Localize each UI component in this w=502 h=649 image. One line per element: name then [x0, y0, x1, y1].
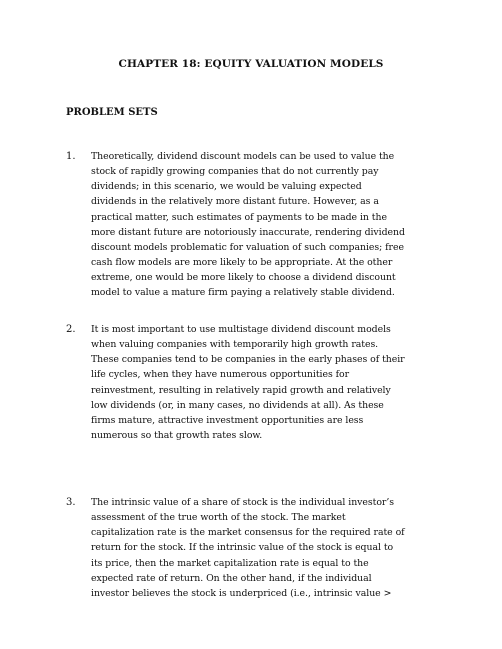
problem-number: 3.	[66, 497, 76, 508]
chapter-title: CHAPTER 18: EQUITY VALUATION MODELS	[118, 58, 384, 70]
problem-text: It is most important to use multistage dividend discount models when valuing companies with temporarily high growth rates. These companies tend to be companies in the early phases of their life cycles, when they have numerous opportunities for reinvestment, resulting in relatively rapid growth and relatively low dividends (or, in many cases, no dividends at all). As these firms mature, attractive investment opportunities are less numerous so that growth rates slow.	[91, 324, 405, 442]
problem-3	[66, 495, 446, 601]
problem-2	[66, 322, 446, 443]
problem-text: The intrinsic value of a share of stock is the individual investor’s assessment of the true worth of the stock. The market capitalization rate is the market consensus for the required rate of return for the stock. If the intrinsic value of the stock is equal to its price, then the market capitalization rate is equal to the expected rate of return. On the other hand, if the individual investor believes the stock is underpriced (i.e., intrinsic value >	[91, 497, 405, 599]
problem-number: 1.	[66, 151, 76, 162]
problem-1	[66, 149, 446, 301]
problem-text: Theoretically, dividend discount models can be used to value the stock of rapidly growing companies that do not currently pay dividends; in this scenario, we would be valuing expected dividends in the relatively more distant future. However, as a practical matter, such estimates of payments to be made in the more distant future are notoriously inaccurate, rendering dividend discount models problematic for valuation of such companies; free cash flow models are more likely to be appropriate. At the other extreme, one would be more likely to choose a dividend discount model to value a mature firm paying a relatively stable dividend.	[91, 151, 405, 299]
section-heading: PROBLEM SETS	[66, 107, 158, 118]
problem-number: 2.	[66, 324, 76, 335]
